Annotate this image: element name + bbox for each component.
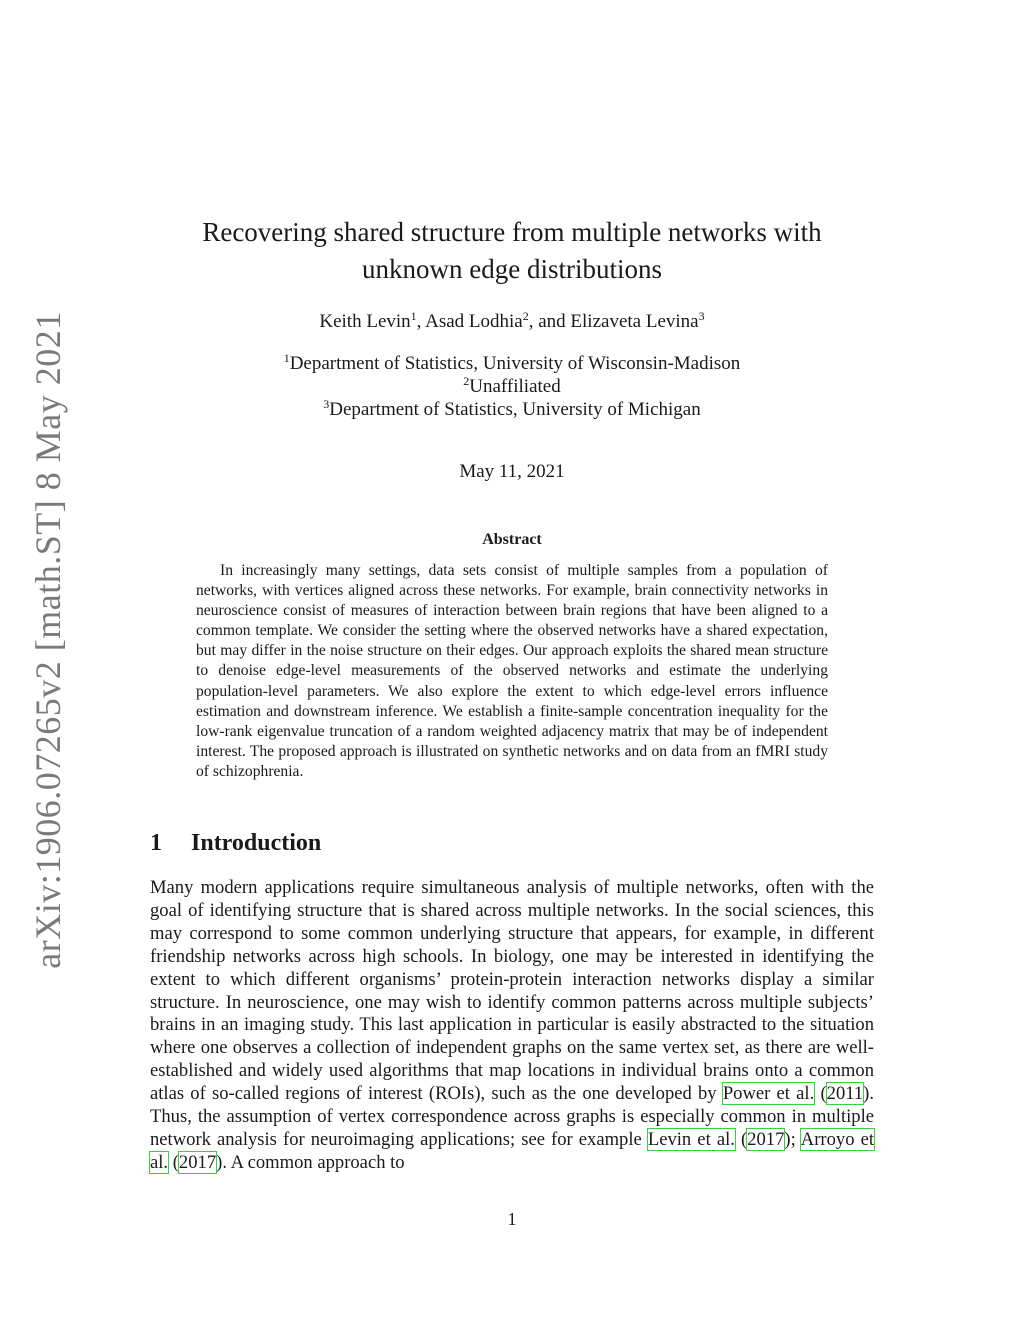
title-line-1: Recovering shared structure from multiple networks with xyxy=(202,217,822,247)
affiliation-text: Department of Statistics, University of Michigan xyxy=(329,399,701,420)
affiliation xyxy=(150,352,874,375)
author-name: Keith Levin xyxy=(319,311,411,332)
intro-text: . Thus, the assumption of vertex correspondence across graphs is especially common in multiple network analysis for neuroimaging applications; see for example xyxy=(150,1083,874,1150)
intro-text: . A common approach to xyxy=(222,1151,405,1173)
citation-link-power-authors[interactable]: Power et al. xyxy=(722,1083,815,1105)
author-affiliation-mark: 2 xyxy=(522,309,529,323)
affiliation-mark: 3 xyxy=(323,397,330,411)
author-affiliation-mark: 3 xyxy=(698,309,705,323)
author-list xyxy=(150,311,874,333)
citation-link-levin-year[interactable]: 2017 xyxy=(747,1128,785,1150)
citation-separator: ; xyxy=(790,1128,801,1150)
introduction-paragraph: Many modern applications require simultaneous analysis of multiple networks, often with the goal of identifying structure that is shared across multiple networks. In the social sciences, this may correspond to some common underlying structure that appears, for example, in different friendship networks across high schools. In biology, one may be interested in identifying the extent to which different organisms’ protein-protein interaction networks display a similar structure. In neuroscience, one may wish to identify common patterns across multiple subjects’ brains in an imaging study. This last application in particular is easily abstracted to the situation where one observes a collection of independent graphs on the same vertex set, as there are well-established and widely used algorithms that map locations in individual brains onto a common atlas of so-called regions of interest (ROIs), such as the one developed by Power et al. (2011). Thus, the assumption of vertex correspondence across graphs is especially common in multiple network analysis for neuroimaging applications; see for example Levin et al. (2017); Arroyo et al. (2017). A common approach to xyxy=(150,877,875,1173)
affiliation-mark: 2 xyxy=(463,374,470,388)
arxiv-identifier: arXiv:1906.07265v2 [math.ST] 8 May 2021 xyxy=(28,311,68,969)
author-separator: , and xyxy=(528,311,571,332)
author-affiliation-mark: 1 xyxy=(410,309,417,323)
citation-link-power-year[interactable]: 2011 xyxy=(826,1083,864,1105)
citation-link-levin-authors[interactable]: Levin et al. xyxy=(647,1128,735,1150)
abstract-heading: Abstract xyxy=(482,531,542,548)
paper-date: May 11, 2021 xyxy=(459,461,565,482)
section-number: 1 xyxy=(150,830,162,856)
author-name: Asad Lodhia xyxy=(425,311,523,332)
abstract-text: In increasingly many settings, data sets consist of multiple samples from a population of networks, with vertices aligned across these networks. For example, brain connectivity networks in neuroscience consist of measures of interaction between brain regions that have been aligned to a common template. We consider the setting where the observed networks have a shared expectation, but may differ in the noise structure on their edges. Our approach exploits the shared mean structure to denoise edge-level measurements of the observed networks and estimate the underlying population-level parameters. We also explore the extent to which edge-level errors influence estimation and downstream inference. We establish a finite-sample concentration inequality for the low-rank eigenvalue truncation of a random weighted adjacency matrix that may be of independent interest. The proposed approach is illustrated on synthetic networks and on data from an fMRI study of schizophrenia. xyxy=(196,562,828,780)
section-heading xyxy=(150,830,321,857)
page-number: 1 xyxy=(507,1209,517,1229)
author-separator: , xyxy=(416,311,426,332)
title-line-2: unknown edge distributions xyxy=(362,254,662,284)
affiliation-mark: 1 xyxy=(283,351,290,365)
section-title: Introduction xyxy=(191,830,322,856)
affiliation xyxy=(150,375,874,398)
citation-link-arroyo-authors[interactable]: Arroyo et al. xyxy=(150,1128,875,1173)
affiliation-text: Department of Statistics, University of Wisconsin-Madison xyxy=(289,353,741,374)
author-name: Elizaveta Levina xyxy=(570,311,699,332)
paper-title xyxy=(150,214,874,288)
intro-text: Many modern applications require simultaneous analysis of multiple networks, often with the goal of identifying structure that is shared across multiple networks. In the social sciences, this may correspond to some common underlying structure that appears, for example, in different friendship networks across high schools. In biology, one may be interested in identifying the extent to which different organisms’ protein-protein interaction networks display a similar structure. In neuroscience, one may wish to identify common patterns across multiple subjects’ brains in an imaging study. This last application in particular is easily abstracted to the situation where one observes a collection of independent graphs on the same vertex set, as there are well-established and widely used algorithms that map locations in individual brains onto a common atlas of so-called regions of interest (ROIs), such as the one developed by xyxy=(150,877,874,1105)
citation-link-arroyo-year[interactable]: 2017 xyxy=(178,1151,217,1173)
affiliation xyxy=(150,398,874,421)
affiliation-list xyxy=(150,352,874,421)
affiliation-text: Unaffiliated xyxy=(469,376,561,397)
